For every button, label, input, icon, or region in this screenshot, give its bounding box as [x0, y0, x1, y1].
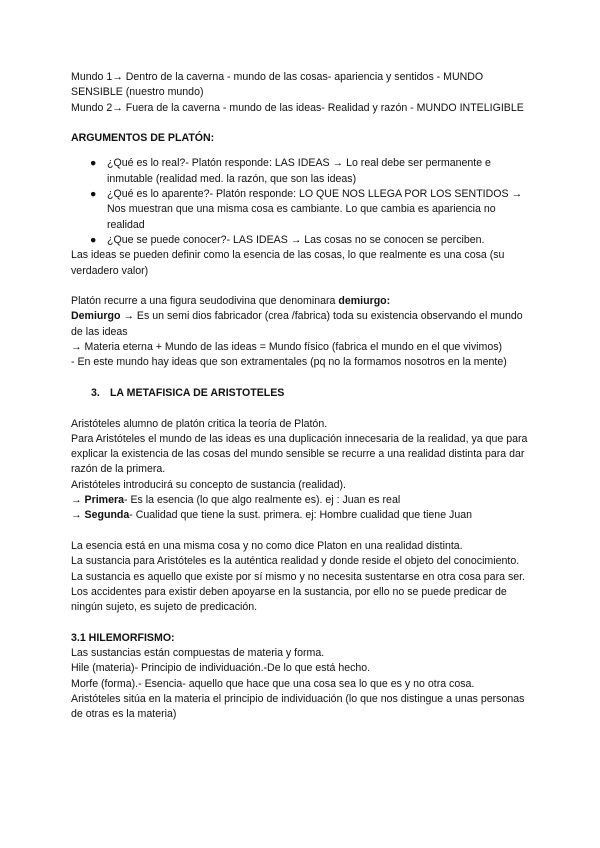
section31-p1: Las sustancias están compuestas de materia y forma.: [71, 646, 325, 659]
demiurgo-definition: [71, 309, 531, 340]
section3-p4: La esencia está en una misma cosa y no como dice Platon en una realidad distinta.: [71, 539, 463, 552]
arrow-icon: →: [71, 509, 85, 522]
bullet-icon: ●: [90, 188, 97, 201]
bullet-icon: ●: [90, 233, 97, 246]
mundo2-line: Mundo 2→ Fuera de la caverna - mundo de las ideas- Realidad y razón - MUNDO INTELIGIBLE: [71, 101, 524, 114]
list-item: [71, 233, 531, 248]
section3-p5: La sustancia para Aristóteles es la auténtica realidad y donde reside el objeto del conocimiento.: [71, 555, 520, 568]
section3-p1: Aristóteles alumno de platón critica la teoría de Platón.: [71, 417, 328, 430]
document-page: [71, 70, 531, 722]
argumentos-heading: ARGUMENTOS DE PLATÓN:: [71, 132, 215, 145]
demiurgo-term: Demiurgo: [71, 310, 121, 323]
argumentos-list: [71, 156, 531, 248]
segunda-term: Segunda: [84, 509, 130, 522]
demiurgo-note: - En este mundo hay ideas que son extramentales (pq no la formamos nosotros en la mente): [71, 356, 507, 369]
demiurgo-intro-text: Platón recurre a una figura seudodivina que denominara: [71, 295, 339, 308]
ideas-definition: Las ideas se pueden definir como la esencia de las cosas, lo que realmente es una cosa (su verdadero valor): [71, 249, 505, 277]
sustancia-segunda: [71, 508, 531, 523]
segunda-text: - Cualidad que tiene la sust. primera. ej: Hombre cualidad que tiene Juan: [129, 509, 473, 522]
list-item-text: ¿Qué es lo aparente?- Platón responde: LO QUE NOS LLEGA POR LOS SENTIDOS → Nos muestran que una misma cosa es cambiante. Lo que cambia es apariencia no realidad: [107, 188, 523, 231]
section3-title: LA METAFISICA DE ARISTOTELES: [109, 386, 285, 399]
mundo1-line: Mundo 1→ Dentro de la caverna - mundo de las cosas- apariencia y sentidos - MUNDO SENSIBLE (nuestro mundo): [71, 71, 484, 99]
section3-p6: La sustancia es aquello que existe por sí mismo y no necesita sustentarse en otra cosa para ser.: [71, 570, 526, 583]
demiurgo-intro: [71, 294, 531, 309]
bullet-icon: ●: [90, 157, 97, 170]
section3-p3: Aristóteles introducirá su concepto de sustancia (realidad).: [71, 478, 346, 491]
demiurgo-definition-text: → Es un semi dios fabricador (crea /fabrica) toda su existencia observando el mundo de las ideas: [71, 310, 523, 338]
section3-heading: [71, 386, 531, 401]
list-item-text: ¿Que se puede conocer?- LAS IDEAS → Las cosas no se conocen se perciben.: [107, 233, 485, 246]
section3-p2: Para Aristóteles el mundo de las ideas es una duplicación innecesaria de la realidad, ya que para explicar la existencia de las cosas del mundo sensible se recurre a una realidad distinta para dar razón de la primera.: [71, 432, 528, 476]
list-item: [71, 187, 531, 233]
sustancia-primera: [71, 493, 531, 508]
list-item-text: ¿Qué es lo real?- Platón responde: LAS IDEAS → Lo real debe ser permanente e inmutable (realidad med. la razón, que son las ideas): [107, 157, 491, 185]
section31-p3: Morfe (forma).- Esencia- aquello que hace que una cosa sea lo que es y no otra cosa.: [71, 677, 475, 690]
primera-term: Primera: [84, 494, 125, 507]
arrow-icon: →: [71, 494, 85, 507]
section31-p2: Hile (materia)- Principio de individuación.-De lo que está hecho.: [71, 662, 371, 675]
primera-text: - Es la esencia (lo que algo realmente es). ej : Juan es real: [124, 494, 401, 507]
list-item: [71, 156, 531, 187]
section3-p7: Los accidentes para existir deben apoyarse en la sustancia, por ello no se puede predicar de ningún sujeto, es sujeto de predicación.: [71, 585, 507, 614]
demiurgo-intro-term: demiurgo:: [338, 295, 391, 308]
section31-heading: 3.1 HILEMORFISMO:: [71, 631, 175, 644]
demiurgo-formula: → Materia eterna + Mundo de las ideas = Mundo físico (fabrica el mundo en el que vivimos): [71, 341, 503, 354]
section31-p4: Aristóteles sitúa en la materia el principio de individuación (lo que nos distingue a unas personas de otras es la materia): [71, 692, 525, 721]
section3-number: 3.: [91, 386, 100, 399]
